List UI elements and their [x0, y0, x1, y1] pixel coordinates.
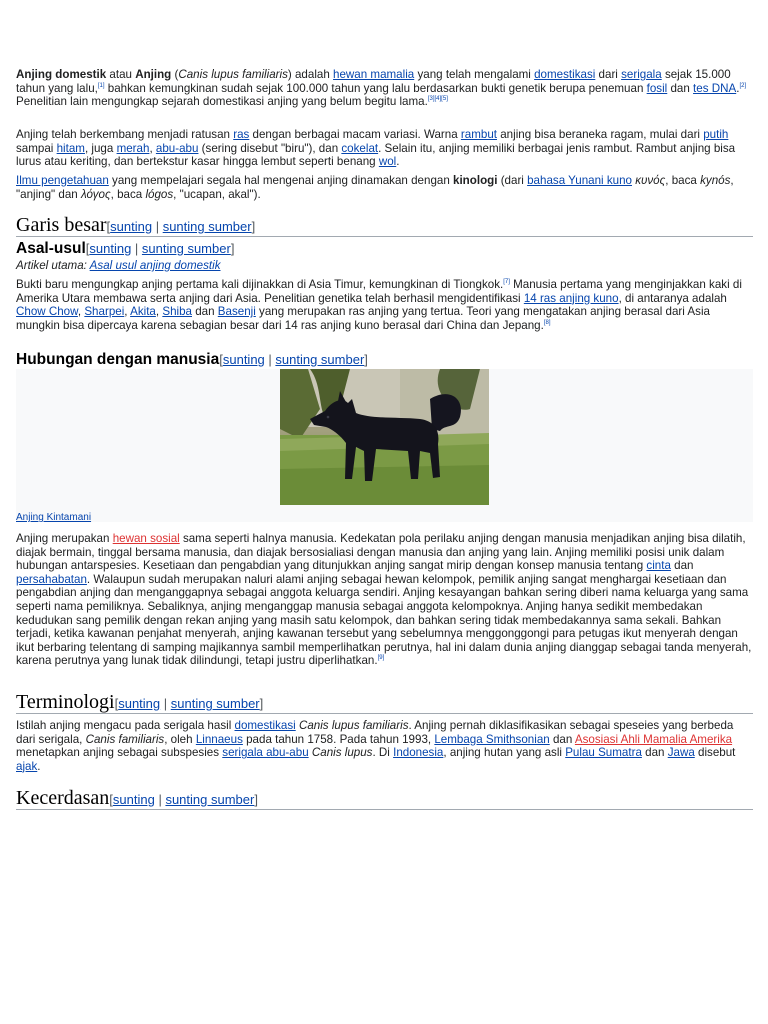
link-anjing-kintamani[interactable]: Anjing Kintamani — [16, 512, 92, 523]
link-cinta[interactable]: cinta — [646, 559, 671, 573]
text: dengan berbagai macam variasi. Warna — [249, 128, 461, 141]
text: . Walaupun sudah merupakan naluri alami anjing sebagai hewan kelompok, pemilik anjing sangat menghargai kesetiaan dan pengabdian anjing dan menganggapnya sebagai anggota keluarga sendiri. Anjing kesayangan bahkan sering diberi nama keluarga yang sama seperti nama pemiliknya. Sebaliknya, anjing menganggap manusia sebagai anggota kelompoknya. Anjing hanya sedikit membedakan kedudukan sang pemilik dengan rekan anjing yang masih satu kelompok, dan bahkan sering tidak membedakannya sama sekali. Bahkan terjadi, ketika kawanan penjahat menyerah, anjing kawanan tersebut yang sebelumnya menggonggongi para petugas ikut menyerah dengan ikut berbaring telentang di samping majikannya sambil memperlihatkan perutnya, hal ini dalam dunia anjing dianggap sebagai tanda menyerah, karena perutnya yang lunak tidak dilindungi, tetapi justru diperlihatkan. — [16, 572, 752, 668]
text: . — [37, 759, 41, 773]
section-title: Garis besar — [16, 214, 107, 236]
text: (sering disebut "biru"), dan — [198, 141, 342, 155]
bracket: ] — [254, 792, 258, 807]
link-serigala[interactable]: serigala — [621, 68, 662, 81]
section-heading-kecerdasan — [16, 787, 753, 810]
text: dan — [667, 81, 694, 95]
scientific-name: Canis familiaris — [85, 732, 165, 746]
link-asosiasi-ahli-mamalia-amerika[interactable]: Asosiasi Ahli Mamalia Amerika — [574, 732, 733, 746]
text: , di antaranya adalah — [618, 291, 727, 305]
text: Anjing merupakan — [16, 532, 113, 545]
text: Anjing telah berkembang menjadi ratusan — [16, 128, 234, 141]
term-bold: Anjing — [135, 68, 172, 81]
greek-word: λόγος — [80, 187, 111, 201]
text: sejak 15.000 tahun yang lalu, — [16, 68, 731, 95]
text: , baca — [665, 174, 701, 187]
edit-link[interactable]: sunting — [89, 241, 132, 256]
text: ( — [171, 68, 179, 81]
text: Manusia pertama yang menginjakkan kaki di Amerika Utara membawa serta anjing dari Asia. Penelitian genetika telah berhasil mengidentifikasi — [16, 278, 742, 305]
link-sharpei[interactable]: Sharpei — [84, 305, 125, 319]
hubungan-paragraph — [16, 532, 753, 668]
section-heading-garis-besar — [16, 214, 753, 237]
text: , baca — [110, 187, 146, 201]
bracket: ] — [230, 241, 235, 256]
link-akita[interactable]: Akita — [130, 305, 156, 319]
section-title: Terminologi — [16, 691, 115, 713]
edit-links — [109, 792, 258, 807]
text: , oleh — [164, 732, 196, 746]
link-linnaeus[interactable]: Linnaeus — [195, 732, 243, 746]
figure-caption — [16, 511, 91, 525]
scientific-name: Canis lupus familiaris — [178, 68, 288, 81]
intro-paragraph-3 — [16, 174, 753, 201]
link-ilmu-pengetahuan[interactable]: Ilmu pengetahuan — [16, 174, 109, 187]
text: , — [77, 305, 85, 319]
text: dan — [549, 732, 575, 746]
scientific-name: Canis lupus — [311, 746, 373, 760]
text: , "ucapan, akal"). — [173, 187, 261, 201]
separator: | — [160, 696, 171, 711]
text: , — [124, 305, 131, 319]
text: , — [149, 141, 156, 155]
text: . — [396, 155, 400, 169]
link-putih[interactable]: putih — [703, 128, 729, 141]
bracket: ] — [251, 219, 256, 234]
link-fosil[interactable]: fosil — [646, 81, 668, 95]
figure-anjing-kintamani — [16, 369, 753, 522]
text: pada tahun 1758. Pada tahun 1993, — [242, 732, 435, 746]
link-pulau-sumatra[interactable]: Pulau Sumatra — [565, 746, 642, 760]
text: ) adalah — [287, 68, 334, 81]
scientific-name: Canis lupus familiaris — [298, 719, 409, 732]
black-dog-image — [280, 369, 489, 505]
link-merah[interactable]: merah — [116, 141, 150, 155]
text: dan — [670, 559, 694, 573]
text: . Di — [372, 746, 394, 760]
transliteration: lógos — [145, 187, 174, 201]
link-shiba[interactable]: Shiba — [162, 305, 192, 319]
separator: | — [264, 352, 276, 367]
bracket: ] — [259, 696, 264, 711]
text: Penelitian lain mengungkap sejarah domestikasi anjing yang belum begitu lama. — [16, 95, 428, 109]
text: Bukti baru mengungkap anjing pertama kali dijinakkan di Asia Timur, kemungkinan di Tiongkok. — [16, 278, 504, 291]
text: dari — [595, 68, 622, 81]
section-title: Kecerdasan — [16, 787, 110, 809]
edit-links — [86, 241, 235, 256]
intro-paragraph-1 — [16, 68, 753, 109]
greek-word: κυνός — [635, 174, 666, 187]
link-basenji[interactable]: Basenji — [217, 305, 256, 319]
edit-source-link[interactable]: sunting sumber — [275, 352, 365, 367]
term-bold: kinologi — [453, 174, 498, 187]
section-heading-terminologi — [16, 691, 753, 714]
link-asal-usul-anjing-domestik[interactable]: Asal usul anjing domestik — [89, 259, 221, 272]
text: , juga — [84, 141, 117, 155]
reference-9[interactable]: [9] — [377, 655, 385, 662]
bracket: ] — [364, 352, 368, 367]
intro-paragraph-2 — [16, 128, 753, 169]
edit-link[interactable]: sunting — [112, 792, 155, 807]
text: bahkan kemungkinan sudah sejak 100.000 tahun yang lalu berdasarkan bukti genetik berupa penemuan — [104, 81, 647, 95]
edit-links — [115, 696, 264, 711]
term-bold: Anjing domestik — [16, 68, 107, 81]
text: anjing bisa beraneka ragam, mulai dari — [497, 128, 704, 141]
link-indonesia[interactable]: Indonesia — [393, 746, 444, 760]
text: sama seperti halnya manusia. Kedekatan pola perilaku anjing dengan manusia menjadikan anjing bisa dilatih, diajak bermain, tinggal bersama manusia, dan diajak bersosialiasi dengan manusia dan anjing yang lain. Anjing memiliki posisi unik dalam hubungan antarspesies. Kesetiaan dan pengabdian yang ditunjukkan anjing sangat mirip dengan konsep manusia tentang — [16, 532, 746, 573]
text: dan — [641, 746, 668, 760]
section-heading-asal-usul — [16, 240, 753, 258]
terminologi-paragraph — [16, 719, 753, 773]
dog-photo[interactable] — [280, 369, 489, 505]
link-ras[interactable]: ras — [233, 128, 250, 141]
hatnote-prefix: Artikel utama: — [16, 259, 90, 272]
link-persahabatan[interactable]: persahabatan — [16, 572, 87, 586]
text: sampai — [16, 141, 57, 155]
link-hewan-sosial[interactable]: hewan sosial — [112, 532, 180, 545]
separator: | — [154, 792, 166, 807]
edit-link[interactable]: sunting — [110, 219, 153, 234]
link-cokelat[interactable]: cokelat — [341, 141, 379, 155]
text: menetapkan anjing sebagai subspesies — [16, 746, 223, 760]
separator: | — [131, 241, 142, 256]
text: yang merupakan ras anjing yang tertua. Teori yang mengatakan anjing berasal dari Asia mungkin bisa dipercaya karena sebagian besar dari 14 ras anjing kuno berasal dari China dan Jepang. — [16, 305, 710, 332]
reference-2[interactable]: [2] — [739, 82, 747, 89]
text: yang mempelajari segala hal mengenai anjing dinamakan dengan — [108, 174, 454, 187]
text: . Selain itu, anjing memiliki berbagai jenis rambut. Rambut anjing bisa lurus atau keriting, dan bertekstur kasar hingga lembut seperti benang — [16, 141, 736, 169]
text: , — [155, 305, 163, 319]
text: (dari — [497, 174, 528, 187]
text: . Anjing pernah diklasifikasikan sebagai speseies yang berbeda dari serigala, — [16, 719, 734, 746]
link-domestikasi[interactable]: domestikasi — [534, 68, 596, 81]
link-rambut[interactable]: rambut — [460, 128, 497, 141]
edit-link[interactable]: sunting — [118, 696, 161, 711]
link-ajak[interactable]: ajak — [16, 759, 38, 773]
text: . — [736, 81, 740, 95]
text: Istilah anjing mengacu pada serigala hasil — [16, 719, 235, 732]
separator: | — [152, 219, 163, 234]
link-hewan-mamalia[interactable]: hewan mamalia — [333, 68, 415, 81]
edit-source-link[interactable]: sunting sumber — [141, 241, 231, 256]
link-bahasa-yunani-kuno[interactable]: bahasa Yunani kuno — [527, 174, 632, 187]
text: yang telah mengalami — [414, 68, 535, 81]
bracket: [ — [85, 241, 90, 256]
reference-7[interactable]: [7] — [503, 279, 510, 286]
reference-8[interactable]: [8] — [543, 319, 551, 326]
link-chow-chow[interactable]: Chow Chow — [16, 305, 78, 319]
edit-source-link[interactable]: sunting sumber — [165, 792, 255, 807]
text: atau — [106, 68, 136, 81]
transliteration: kynós — [700, 174, 731, 187]
reference-1[interactable]: [1] — [97, 82, 105, 89]
edit-links — [107, 219, 256, 234]
section-title: Hubungan dengan manusia — [16, 351, 220, 368]
edit-links — [219, 352, 368, 367]
text: , "anjing" dan — [16, 174, 734, 201]
asal-usul-paragraph — [16, 278, 753, 332]
text: disebut — [694, 746, 736, 760]
section-title: Asal-usul — [16, 240, 86, 257]
bracket: [ — [219, 352, 223, 367]
link-tes-dna[interactable]: tes DNA — [693, 81, 737, 95]
link-hitam[interactable]: hitam — [56, 141, 85, 155]
bracket: [ — [106, 219, 111, 234]
link-14-ras-anjing-kuno[interactable]: 14 ras anjing kuno — [523, 291, 619, 305]
link-wol[interactable]: wol — [378, 155, 397, 169]
bracket: [ — [109, 792, 113, 807]
link-serigala-abu-abu[interactable]: serigala abu-abu — [222, 746, 309, 760]
bracket: [ — [114, 696, 119, 711]
edit-source-link[interactable]: sunting sumber — [170, 696, 260, 711]
link-jawa[interactable]: Jawa — [667, 746, 695, 760]
link-lembaga-smithsonian[interactable]: Lembaga Smithsonian — [434, 732, 550, 746]
link-domestikasi[interactable]: domestikasi — [234, 719, 296, 732]
reference-3-5[interactable]: [3][4][5] — [427, 96, 448, 103]
text: dan — [192, 305, 218, 319]
section-heading-hubungan — [16, 351, 753, 369]
edit-source-link[interactable]: sunting sumber — [162, 219, 252, 234]
edit-link[interactable]: sunting — [222, 352, 265, 367]
text: , anjing hutan yang asli — [443, 746, 566, 760]
hatnote — [16, 259, 221, 273]
link-abu-abu[interactable]: abu-abu — [155, 141, 199, 155]
